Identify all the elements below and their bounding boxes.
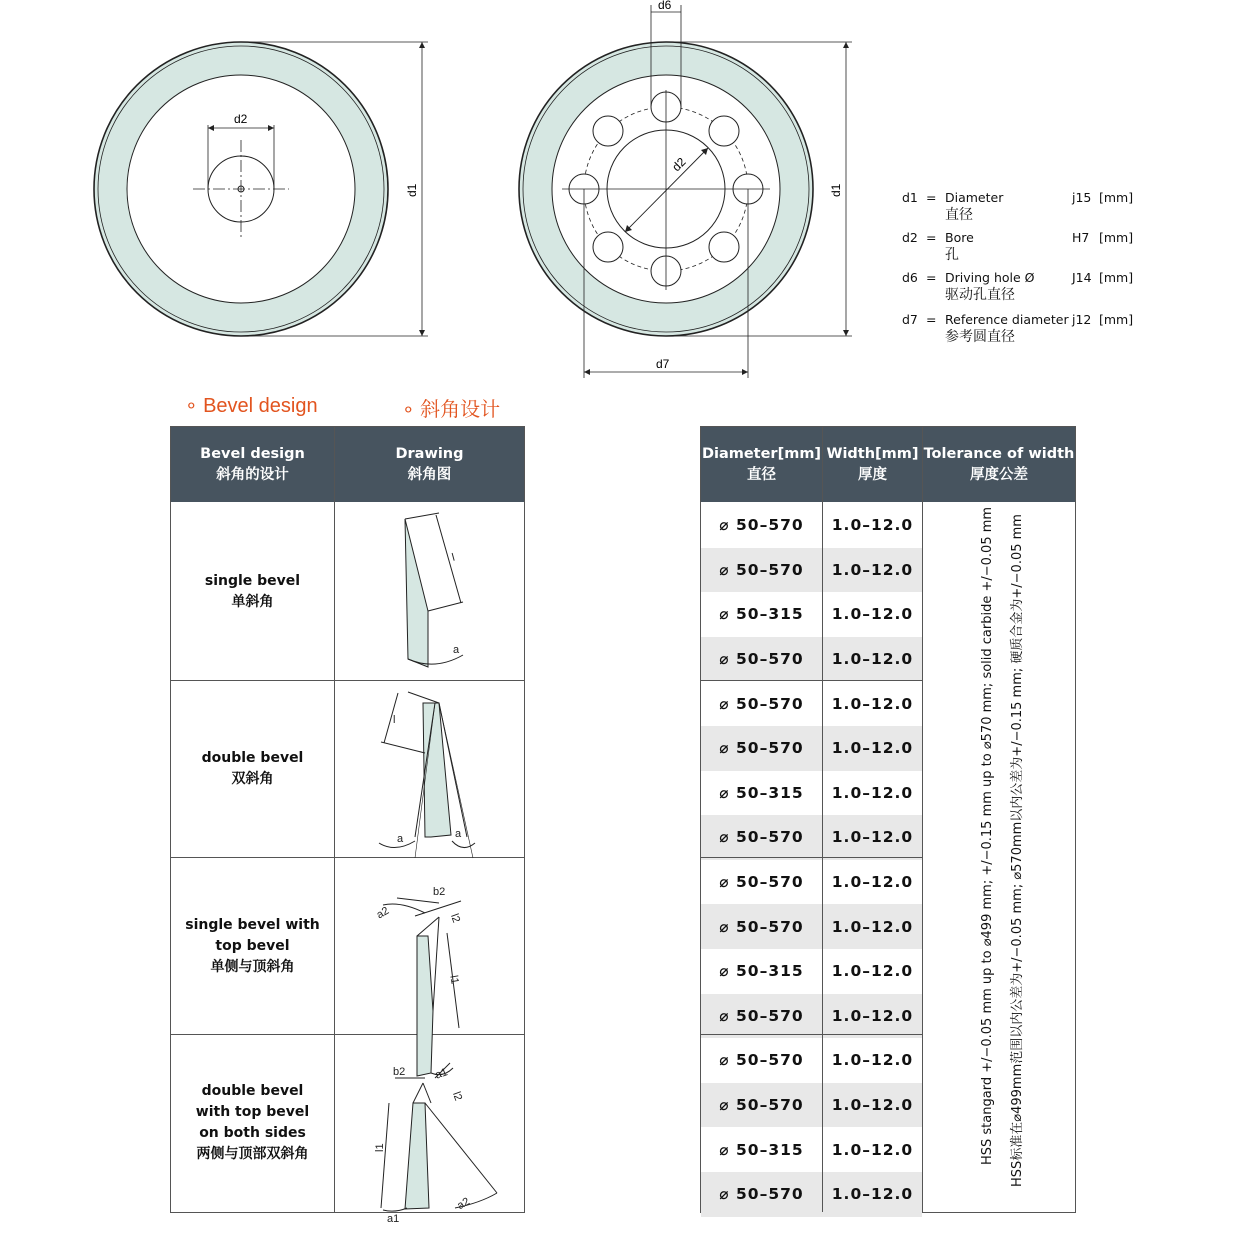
legend-tolerance: j12: [1072, 312, 1092, 327]
width-cell: 1.0–12.0: [831, 516, 914, 535]
diameter-cell: ⌀ 50–315: [719, 962, 804, 981]
single-bevel-drawing: [405, 513, 463, 667]
legend-name-en: Driving hole Ø: [945, 270, 1035, 285]
svg-text:l1: l1: [447, 974, 461, 986]
width-cell: 1.0–12.0: [831, 917, 914, 936]
legend-symbol: d6: [902, 270, 918, 285]
legend-equals: =: [926, 270, 937, 285]
driving-hole-disc-diagram: [519, 0, 852, 378]
right-driving-hole-label: d6: [658, 0, 672, 12]
plain-disc-diagram: [94, 42, 428, 336]
width-cell: 1.0–12.0: [831, 828, 914, 847]
legend-unit: [mm]: [1099, 270, 1134, 285]
bevel-drawings: [335, 503, 524, 1225]
diameter-cell: ⌀ 50–570: [719, 560, 804, 579]
diameter-cell: ⌀ 50–570: [719, 694, 804, 713]
legend-row-d6: [902, 270, 1142, 312]
bevel-header-design: Bevel design 斜角的设计: [171, 427, 334, 502]
legend-unit: [mm]: [1099, 312, 1134, 327]
section-title-bevel-zh: ∘ 斜角设计: [402, 399, 501, 421]
legend-name-en: Reference diameter: [945, 312, 1069, 327]
single-top-bevel-drawing: [375, 886, 463, 1082]
legend-equals: =: [926, 230, 937, 245]
svg-text:l2: l2: [447, 912, 463, 925]
diameter-cell: ⌀ 50–315: [719, 1140, 804, 1159]
diameter-cell: ⌀ 50–570: [719, 873, 804, 892]
width-cell: 1.0–12.0: [831, 783, 914, 802]
svg-text:l: l: [450, 551, 457, 564]
svg-text:a1: a1: [387, 1213, 400, 1225]
legend-row-d2: [902, 230, 1142, 270]
legend-tolerance: j15: [1072, 190, 1092, 205]
right-bore-label: d2: [669, 154, 689, 175]
tolerance-note-en: HSS stangard +/−0.05 mm up to ⌀499 mm; +/−0.15 mm up to ⌀570 mm; solid carbide +/−0.05 mm: [980, 506, 995, 1165]
size-header-tolerance: Tolerance of width 厚度公差: [923, 427, 1075, 502]
width-cell: 1.0–12.0: [831, 650, 914, 669]
svg-text:a: a: [455, 828, 462, 840]
size-table: [700, 426, 1076, 1213]
svg-text:b2: b2: [433, 886, 446, 898]
legend-equals: =: [926, 190, 937, 205]
diameter-cell: ⌀ 50–570: [719, 1096, 804, 1115]
tolerance-note-zh: HSS标准在⌀499mm范围以内公差为+/−0.05 mm; ⌀570mm以内公差为+/−0.15 mm; 硬质合金为+/−0.05 mm: [1010, 514, 1025, 1187]
diameter-cell: ⌀ 50–570: [719, 1185, 804, 1204]
diameter-cell: ⌀ 50–570: [719, 739, 804, 758]
bevel-row-single: single bevel 单斜角: [204, 572, 301, 610]
legend-symbol: d2: [902, 230, 918, 245]
svg-text:a1: a1: [433, 1066, 450, 1082]
diameter-cell: ⌀ 50–570: [719, 1051, 804, 1070]
legend-equals: =: [926, 312, 937, 327]
legend-symbol: d7: [902, 312, 918, 327]
legend-name-zh: 孔: [945, 247, 959, 263]
diameter-cell: ⌀ 50–315: [719, 605, 804, 624]
legend-symbol: d1: [902, 190, 918, 205]
right-reference-label: d7: [656, 357, 670, 371]
legend-unit: [mm]: [1099, 230, 1134, 245]
legend-name-zh: 直径: [945, 207, 973, 223]
left-diameter-label: d1: [405, 183, 419, 197]
width-cell: 1.0–12.0: [831, 694, 914, 713]
width-cell: 1.0–12.0: [831, 1051, 914, 1070]
width-cell: 1.0–12.0: [831, 739, 914, 758]
legend-name-zh: 驱动孔直径: [945, 287, 1015, 303]
legend-name-en: Diameter: [945, 190, 1004, 205]
bevel-row-double: double bevel 双斜角: [201, 750, 304, 787]
legend-name-en: Bore: [945, 230, 974, 245]
diameter-cell: ⌀ 50–570: [719, 828, 804, 847]
section-title-bevel-en: ∘ Bevel design: [185, 395, 318, 417]
legend-row-d7: [902, 312, 1142, 352]
width-cell: 1.0–12.0: [831, 560, 914, 579]
legend-name-zh: 参考圆直径: [945, 329, 1015, 345]
width-cell: 1.0–12.0: [831, 1140, 914, 1159]
diameter-cell: ⌀ 50–570: [719, 516, 804, 535]
svg-text:l1: l1: [374, 1143, 386, 1152]
bevel-design-table: [170, 426, 525, 1225]
right-diameter-label: d1: [829, 183, 843, 197]
svg-text:a2: a2: [455, 1195, 472, 1213]
size-header-width: Width[mm] 厚度: [823, 427, 922, 502]
legend-tolerance: J14: [1072, 270, 1092, 285]
width-cell: 1.0–12.0: [831, 1096, 914, 1115]
width-cell: 1.0–12.0: [831, 962, 914, 981]
width-cell: 1.0–12.0: [831, 605, 914, 624]
double-bevel-drawing: [379, 692, 475, 858]
svg-text:b2: b2: [393, 1066, 406, 1078]
left-bore-label: d2: [234, 112, 248, 126]
diameter-cell: ⌀ 50–570: [719, 650, 804, 669]
diameter-cell: ⌀ 50–570: [719, 917, 804, 936]
legend-row-d1: [902, 190, 1142, 230]
svg-text:a2: a2: [374, 904, 392, 922]
legend-unit: [mm]: [1099, 190, 1134, 205]
svg-text:l2: l2: [449, 1090, 465, 1103]
dimension-legend: [902, 190, 1142, 352]
bevel-header-drawing: Drawing 斜角图: [335, 427, 524, 502]
svg-text:a: a: [453, 644, 460, 656]
double-top-bevel-drawing: [374, 1063, 497, 1225]
width-cell: 1.0–12.0: [831, 873, 914, 892]
bevel-row-single-top: single bevel with top bevel 单侧与顶斜角: [185, 916, 320, 975]
width-cell: 1.0–12.0: [831, 1185, 914, 1204]
diameter-cell: ⌀ 50–315: [719, 783, 804, 802]
svg-text:l: l: [393, 714, 396, 726]
bevel-row-double-top: double bevel with top bevel on both sides 两侧与顶部双斜角: [195, 1083, 310, 1162]
size-header-diameter: Diameter[mm] 直径: [701, 427, 822, 502]
diameter-cell: ⌀ 50–570: [719, 1006, 804, 1025]
legend-tolerance: H7: [1072, 230, 1090, 245]
svg-text:a: a: [397, 833, 404, 845]
width-cell: 1.0–12.0: [831, 1006, 914, 1025]
